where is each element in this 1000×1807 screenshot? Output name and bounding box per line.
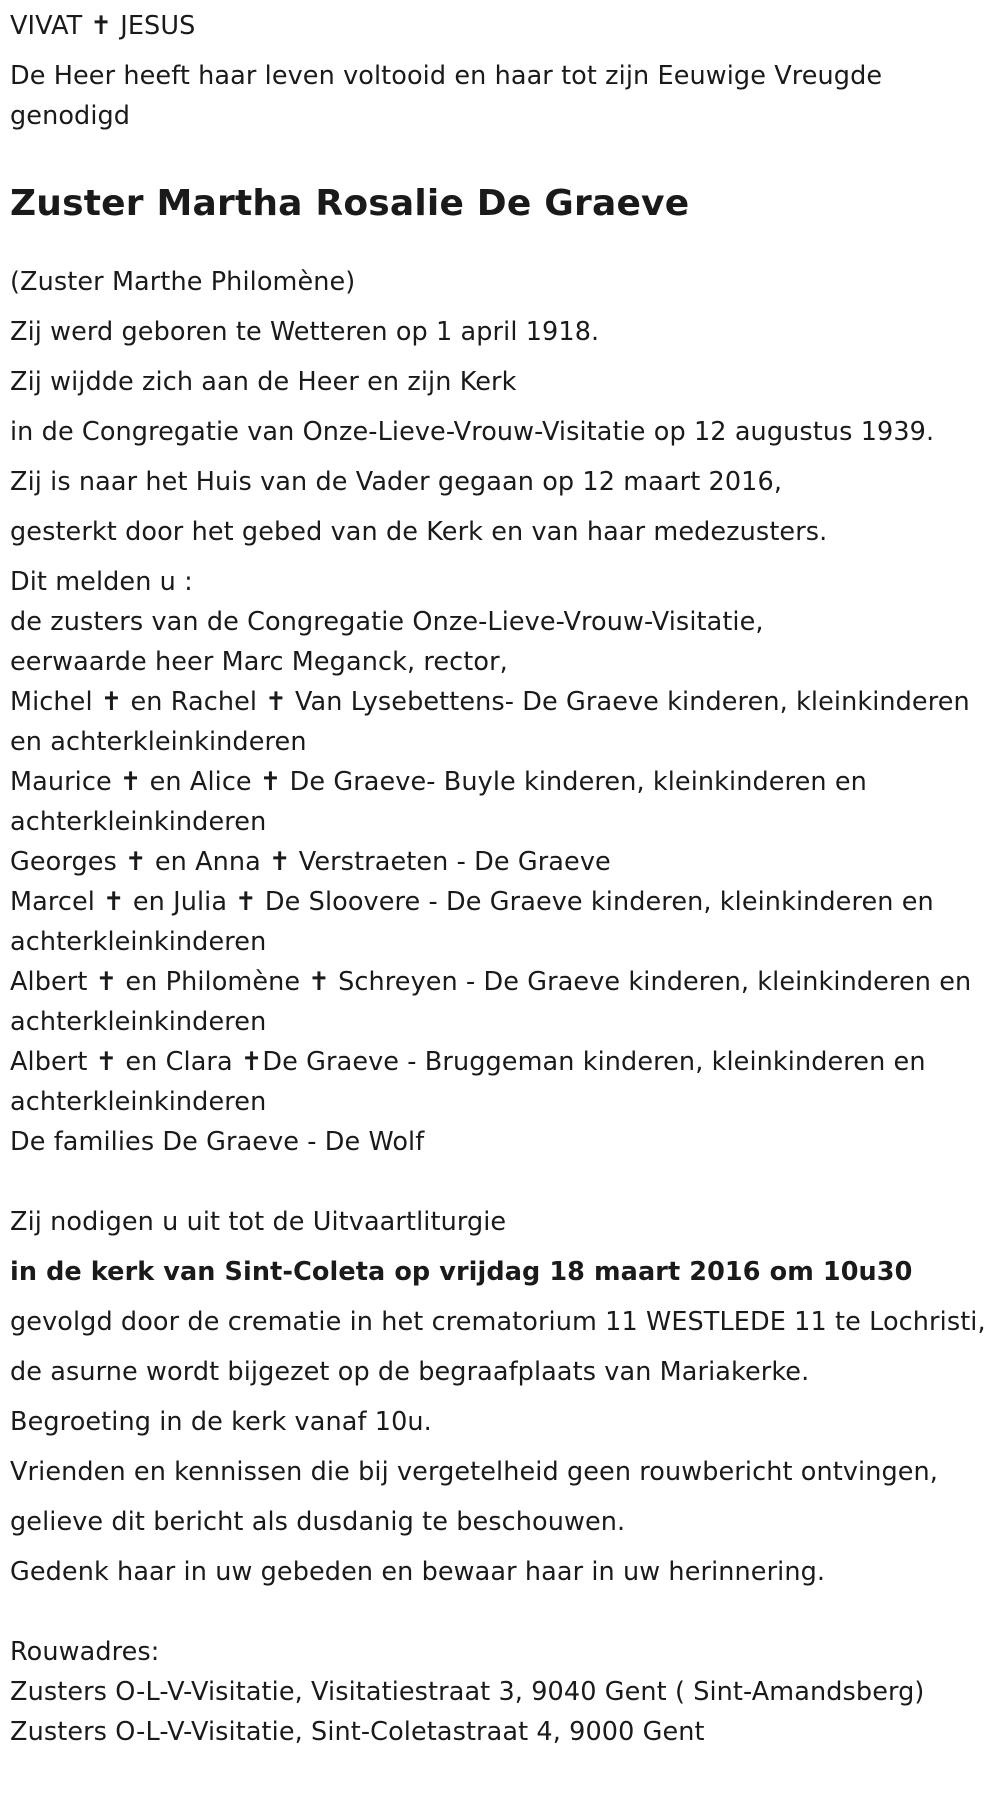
intro-text: De Heer heeft haar leven voltooid en haar tot zijn Eeuwige Vreugde genodigd bbox=[10, 61, 883, 131]
bio-line-congregation: in de Congregatie van Onze-Lieve-Vrouw-Visitatie op 12 augustus 1939. bbox=[10, 417, 935, 447]
deceased-name: Zuster Martha Rosalie De Graeve bbox=[10, 183, 690, 224]
announcers-intro: Dit melden u : bbox=[10, 567, 193, 597]
biography bbox=[10, 312, 990, 552]
funeral-cremation: gevolgd door de crematie in het crematorium 11 WESTLEDE 11 te Lochristi, bbox=[10, 1307, 986, 1337]
announcer-line: Albert ✝ en Philomène ✝ Schreyen - De Graeve kinderen, kleinkinderen en achterkleinkinderen bbox=[10, 967, 972, 1037]
announcers-block bbox=[10, 562, 990, 1162]
bio-line-birth: Zij werd geboren te Wetteren op 1 april 1918. bbox=[10, 317, 600, 347]
funeral-greeting: Begroeting in de kerk vanaf 10u. bbox=[10, 1407, 432, 1437]
funeral-block bbox=[10, 1202, 990, 1592]
address-line: Zusters O-L-V-Visitatie, Visitatiestraat 3, 9040 Gent ( Sint-Amandsberg) bbox=[10, 1677, 925, 1707]
funeral-remember: Gedenk haar in uw gebeden en bewaar haar in uw herinnering. bbox=[10, 1557, 826, 1587]
address-line: Zusters O-L-V-Visitatie, Sint-Coletastraat 4, 9000 Gent bbox=[10, 1717, 705, 1747]
announcer-line: Albert ✝ en Clara ✝De Graeve - Bruggeman kinderen, kleinkinderen en achterkleinkinderen bbox=[10, 1047, 926, 1117]
announcer-line: Georges ✝ en Anna ✝ Verstraeten - De Graeve bbox=[10, 847, 611, 877]
obituary-document bbox=[0, 6, 1000, 1752]
religious-name: (Zuster Marthe Philomène) bbox=[10, 267, 356, 297]
announcer-line: eerwaarde heer Marc Meganck, rector, bbox=[10, 647, 508, 677]
announcer-line: Maurice ✝ en Alice ✝ De Graeve- Buyle kinderen, kleinkinderen en achterkleinkinderen bbox=[10, 767, 867, 837]
bio-line-strengthened: gesterkt door het gebed van de Kerk en van haar medezusters. bbox=[10, 517, 828, 547]
announcer-line: Marcel ✝ en Julia ✝ De Sloovere - De Graeve kinderen, kleinkinderen en achterkleinkinderen bbox=[10, 887, 934, 957]
funeral-invite: Zij nodigen u uit tot de Uitvaartliturgie bbox=[10, 1207, 507, 1237]
funeral-notice: Vrienden en kennissen die bij vergetelheid geen rouwbericht ontvingen, bbox=[10, 1457, 939, 1487]
funeral-location-time: in de kerk van Sint-Coleta op vrijdag 18 maart 2016 om 10u30 bbox=[10, 1257, 913, 1287]
funeral-burial: de asurne wordt bijgezet op de begraafplaats van Mariakerke. bbox=[10, 1357, 810, 1387]
announcer-line: de zusters van de Congregatie Onze-Lieve-Vrouw-Visitatie, bbox=[10, 607, 764, 637]
address-block bbox=[10, 1632, 990, 1752]
announcer-line: Michel ✝ en Rachel ✝ Van Lysebettens- De Graeve kinderen, kleinkinderen en achterkleinkinderen bbox=[10, 687, 970, 757]
address-label: Rouwadres: bbox=[10, 1637, 160, 1667]
bio-line-dedication: Zij wijdde zich aan de Heer en zijn Kerk bbox=[10, 367, 517, 397]
announcer-line: De families De Graeve - De Wolf bbox=[10, 1127, 425, 1157]
vivat-jesus-line: VIVAT ✝ JESUS bbox=[10, 11, 196, 41]
bio-line-death: Zij is naar het Huis van de Vader gegaan op 12 maart 2016, bbox=[10, 467, 783, 497]
funeral-notice: gelieve dit bericht als dusdanig te beschouwen. bbox=[10, 1507, 626, 1537]
